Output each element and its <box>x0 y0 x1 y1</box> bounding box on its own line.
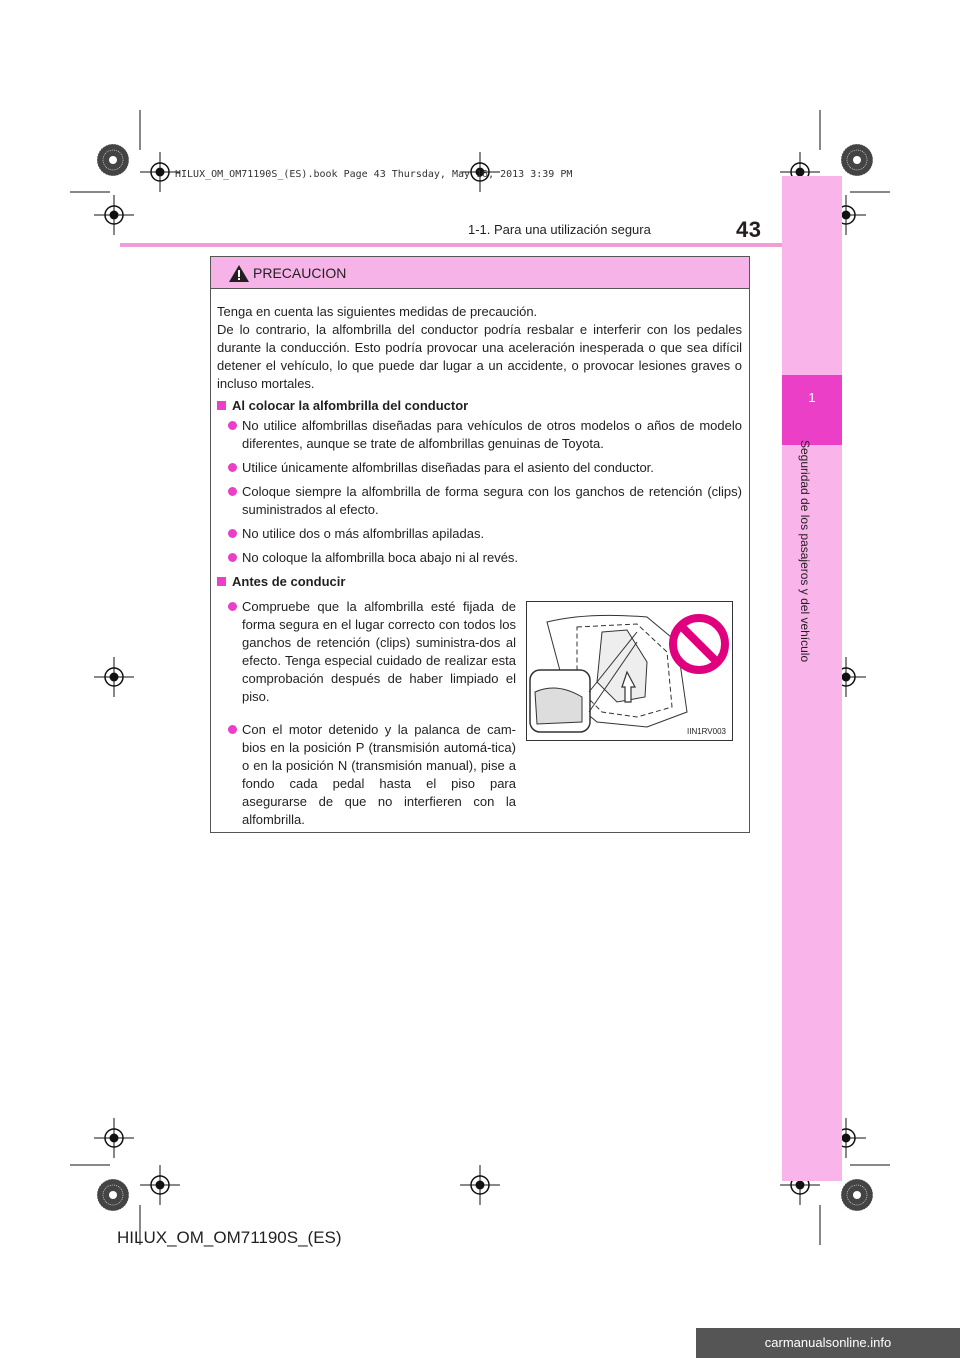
list-item <box>242 417 742 453</box>
bullet-dot-icon <box>228 487 237 496</box>
warning-triangle-icon <box>229 265 249 282</box>
section-title: 1-1. Para una utilización segura <box>468 222 651 237</box>
caution-intro: Tenga en cuenta las siguientes medidas de precaución. <box>217 304 538 319</box>
watermark[interactable]: carmanualsonline.info <box>696 1328 960 1358</box>
section-heading-placing-text: Al colocar la alfombrilla del conductor <box>232 398 469 413</box>
section-heading-placing <box>217 397 468 415</box>
caution-header <box>211 257 749 289</box>
square-bullet-icon <box>217 577 226 586</box>
caution-box <box>210 256 750 833</box>
chapter-tab-active[interactable] <box>782 375 842 445</box>
list-item-text: No utilice alfombrillas diseñadas para vehículos de otros modelos o años de modelo diferentes, aunque se trate de alfombrillas genuinas de Toyota. <box>242 418 742 451</box>
square-bullet-icon <box>217 401 226 410</box>
chapter-title: Seguridad de los pasajeros y del vehículo <box>798 440 812 663</box>
footer-doc-code: HILUX_OM_OM71190S_(ES) <box>117 1228 342 1247</box>
bullet-dot-icon <box>228 725 237 734</box>
bullet-dot-icon <box>228 421 237 430</box>
list-item-text: Utilice únicamente alfombrillas diseñadas para el asiento del conductor. <box>242 460 654 475</box>
section-heading-before-driving <box>217 573 345 591</box>
chapter-number: 1 <box>808 390 816 405</box>
image-code: IIN1RV003 <box>687 727 726 736</box>
list-item-text: Compruebe que la alfombrilla esté fijada de forma segura en el lugar correcto con todos los ganchos de retención (clips) suministra-dos al efecto. Tenga especial cuidado de realizar esta comprobación después de haber limpiado el piso. <box>242 599 516 704</box>
bullet-dot-icon <box>228 602 237 611</box>
caution-intro-detail: De lo contrario, la alfombrilla del conductor podría resbalar e interferir con los pedales durante la conducción. Esto podría provocar una aceleración inesperada o que sea difícil detener el vehículo, lo que puede dar lugar a un accidente, o provocar lesiones graves o incluso mortales. <box>217 322 742 391</box>
list-item <box>242 483 742 519</box>
caution-title: PRECAUCION <box>253 265 347 281</box>
page-number: 43 <box>736 217 762 242</box>
print-stamp: HILUX_OM_OM71190S_(ES).book Page 43 Thursday, May 16, 2013 3:39 PM <box>175 169 573 180</box>
header-rule <box>120 243 782 247</box>
list-item-text: No utilice dos o más alfombrillas apiladas. <box>242 526 485 541</box>
list-item <box>242 549 742 567</box>
list-item <box>242 525 742 543</box>
list-item-text: No coloque la alfombrilla boca abajo ni al revés. <box>242 550 519 565</box>
bullet-dot-icon <box>228 529 237 538</box>
floor-mat-drawing <box>527 602 732 740</box>
bullet-dot-icon <box>228 463 237 472</box>
list-item <box>242 598 516 706</box>
list-item-text: Coloque siempre la alfombrilla de forma segura con los ganchos de retención (clips) suministrados al efecto. <box>242 484 742 517</box>
list-item <box>242 459 742 477</box>
section-heading-before-driving-text: Antes de conducir <box>232 574 346 589</box>
floor-mat-illustration <box>526 601 733 741</box>
chapter-title-wrap <box>793 440 831 690</box>
bullet-dot-icon <box>228 553 237 562</box>
list-item <box>242 721 516 829</box>
list-item-text: Con el motor detenido y la palanca de cam-bios en la posición P (transmisión automá-tica) o en la posición N (transmisión manual), pise a fondo cada pedal hasta el piso para asegurarse de que no interfieren con la alfombrilla. <box>242 722 516 827</box>
